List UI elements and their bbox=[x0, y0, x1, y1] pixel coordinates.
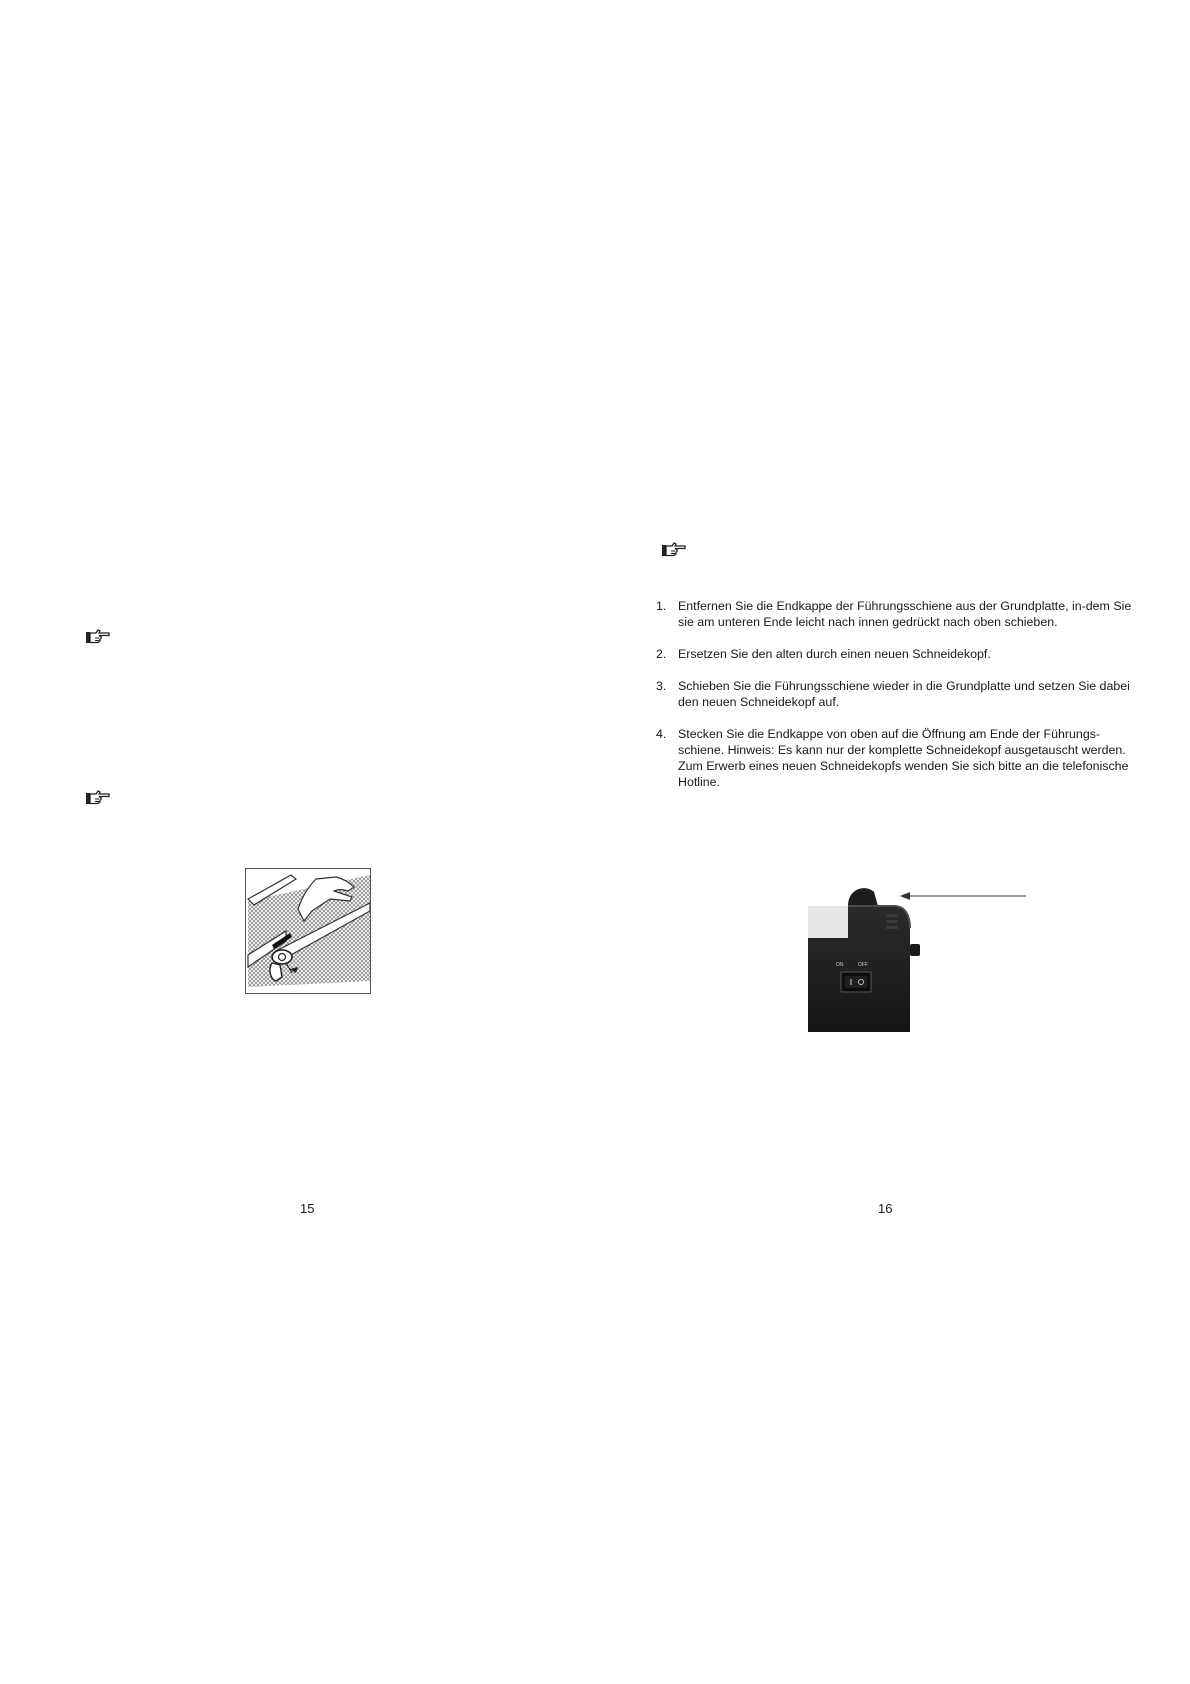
laminator-photo bbox=[808, 882, 1028, 1032]
step-number: 2. bbox=[656, 647, 667, 661]
step-number: 1. bbox=[656, 599, 667, 613]
right-page bbox=[595, 0, 1190, 1684]
switch-off-label: OFF bbox=[858, 962, 868, 968]
pointing-hand-icon bbox=[85, 789, 111, 807]
switch-on-label: ON bbox=[836, 962, 844, 968]
pointing-hand-icon bbox=[661, 541, 687, 559]
list-item bbox=[656, 646, 1146, 662]
paper-cutter-illustration bbox=[245, 868, 371, 994]
step-text: Ersetzen Sie den alten durch einen neuen Schneidekopf. bbox=[678, 647, 991, 661]
step-number: 4. bbox=[656, 727, 667, 741]
list-item bbox=[656, 598, 1146, 630]
step-text: Entfernen Sie die Endkappe der Führungsschiene aus der Grundplatte, in-dem Sie sie am unteren Ende leicht nach innen gedrückt nach oben schieben. bbox=[678, 599, 1132, 629]
step-text: Stecken Sie die Endkappe von oben auf die Öffnung am Ende der Führungs-schiene. Hinweis: Es kann nur der komplette Schneidekopf ausgetauscht werden. Zum Erwerb eines neuen Schneidekopfs wenden Sie sich bitte an die telefonische Hotline. bbox=[678, 727, 1129, 789]
pointing-hand-icon bbox=[85, 628, 111, 646]
list-item bbox=[656, 726, 1146, 790]
page-number: 15 bbox=[300, 1201, 315, 1216]
step-number: 3. bbox=[656, 679, 667, 693]
list-item bbox=[656, 678, 1146, 710]
instruction-list bbox=[656, 598, 1146, 790]
page-number: 16 bbox=[878, 1201, 893, 1216]
step-text: Schieben Sie die Führungsschiene wieder in die Grundplatte und setzen Sie dabei den neuen Schneidekopf auf. bbox=[678, 679, 1130, 709]
